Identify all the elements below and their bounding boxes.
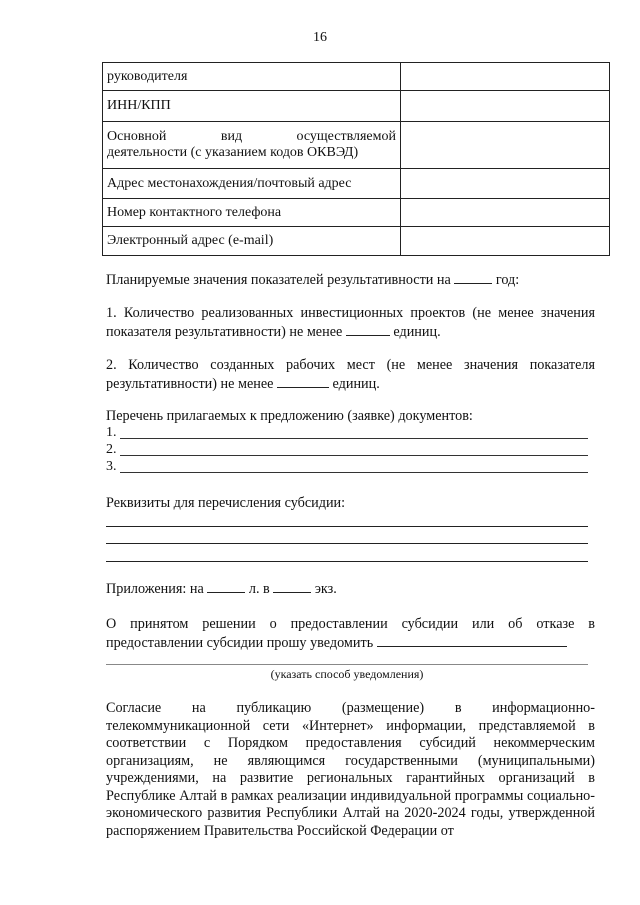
planned-text: Планируемые значения показателей результативности на [106, 272, 451, 288]
appendix-text: л. в [248, 581, 270, 597]
row-value[interactable] [401, 91, 610, 122]
planned-values [106, 271, 595, 290]
row-value[interactable] [401, 199, 610, 227]
indicator-1-blank[interactable] [346, 323, 390, 336]
table-row [103, 199, 610, 227]
row-label [103, 122, 401, 169]
requisites-line[interactable] [106, 561, 588, 562]
row-label-line1: Основной вид осуществляемой [107, 129, 396, 144]
doc-number: 3. [106, 459, 117, 474]
row-value[interactable] [401, 169, 610, 199]
indicator-2-blank[interactable] [277, 375, 329, 388]
indicator-1-unit: единиц. [393, 323, 441, 340]
appendix-line [106, 580, 595, 599]
appendix-text: Приложения: на [106, 581, 204, 597]
row-value[interactable] [401, 122, 610, 169]
notify-method-line[interactable] [106, 664, 588, 665]
indicator-1-text: 1. Количество реализованных инвестиционных проектов (не менее значения показателя результативности) не менее [106, 305, 595, 340]
row-value[interactable] [401, 227, 610, 256]
year-blank[interactable] [454, 271, 492, 284]
notify-hint: (указать способ уведомления) [270, 667, 424, 681]
row-label: руководителя [103, 63, 401, 91]
notify-paragraph [106, 616, 595, 652]
row-label: ИНН/КПП [103, 91, 401, 122]
doc-line[interactable] [106, 425, 117, 441]
table-row [103, 91, 610, 122]
appendix-text: экз. [314, 581, 337, 597]
docs-heading: Перечень прилагаемых к предложению (заявке) документов: [106, 408, 473, 424]
table-row [103, 169, 610, 199]
indicator-2-text: 2. Количество созданных рабочих мест (не менее значения показателя результативности) не менее [106, 357, 595, 392]
copies-blank[interactable] [273, 580, 311, 593]
notify-blank[interactable] [377, 634, 567, 647]
requisites-heading: Реквизиты для перечисления субсидии: [106, 495, 346, 511]
row-label-line2: деятельности (с указанием кодов ОКВЭД) [107, 145, 359, 160]
requisites-line[interactable] [106, 526, 588, 527]
row-label: Электронный адрес (e-mail) [103, 227, 401, 256]
indicator-1 [106, 305, 595, 341]
table-row [103, 122, 610, 169]
row-label: Адрес местонахождения/почтовый адрес [103, 169, 401, 199]
table-row [103, 63, 610, 91]
doc-number: 2. [106, 442, 117, 457]
doc-line[interactable] [106, 442, 117, 458]
pages-blank[interactable] [207, 580, 245, 593]
table-row [103, 227, 610, 256]
indicator-2 [106, 357, 595, 393]
indicator-2-unit: единиц. [332, 375, 380, 392]
applicant-info-table [102, 62, 610, 256]
page-number: 16 [313, 30, 327, 45]
notify-text: О принятом решении о предоставлении субсидии или об отказе в предоставлении субсидии прошу уведомить [106, 616, 595, 651]
planned-suffix: год: [495, 272, 520, 288]
row-value[interactable] [401, 63, 610, 91]
consent-paragraph: Согласие на публикацию (размещение) в информационно-телекоммуникационной сети «Интернет» информации, представляемой в соответствии с Порядком предоставления субсидий некоммерческим организациям, не являющимся государственными (муниципальными) учреждениями, на развитие региональных гарантийных организаций в Республике Алтай в рамках реализации индивидуальной программы социально-экономического развития Республики Алтай на 2020-2024 годы, утвержденной распоряжением Правительства Российской Федерации от [106, 700, 595, 839]
doc-line[interactable] [106, 459, 117, 475]
doc-number: 1. [106, 425, 117, 440]
row-label: Номер контактного телефона [103, 199, 401, 227]
requisites-line[interactable] [106, 543, 588, 544]
